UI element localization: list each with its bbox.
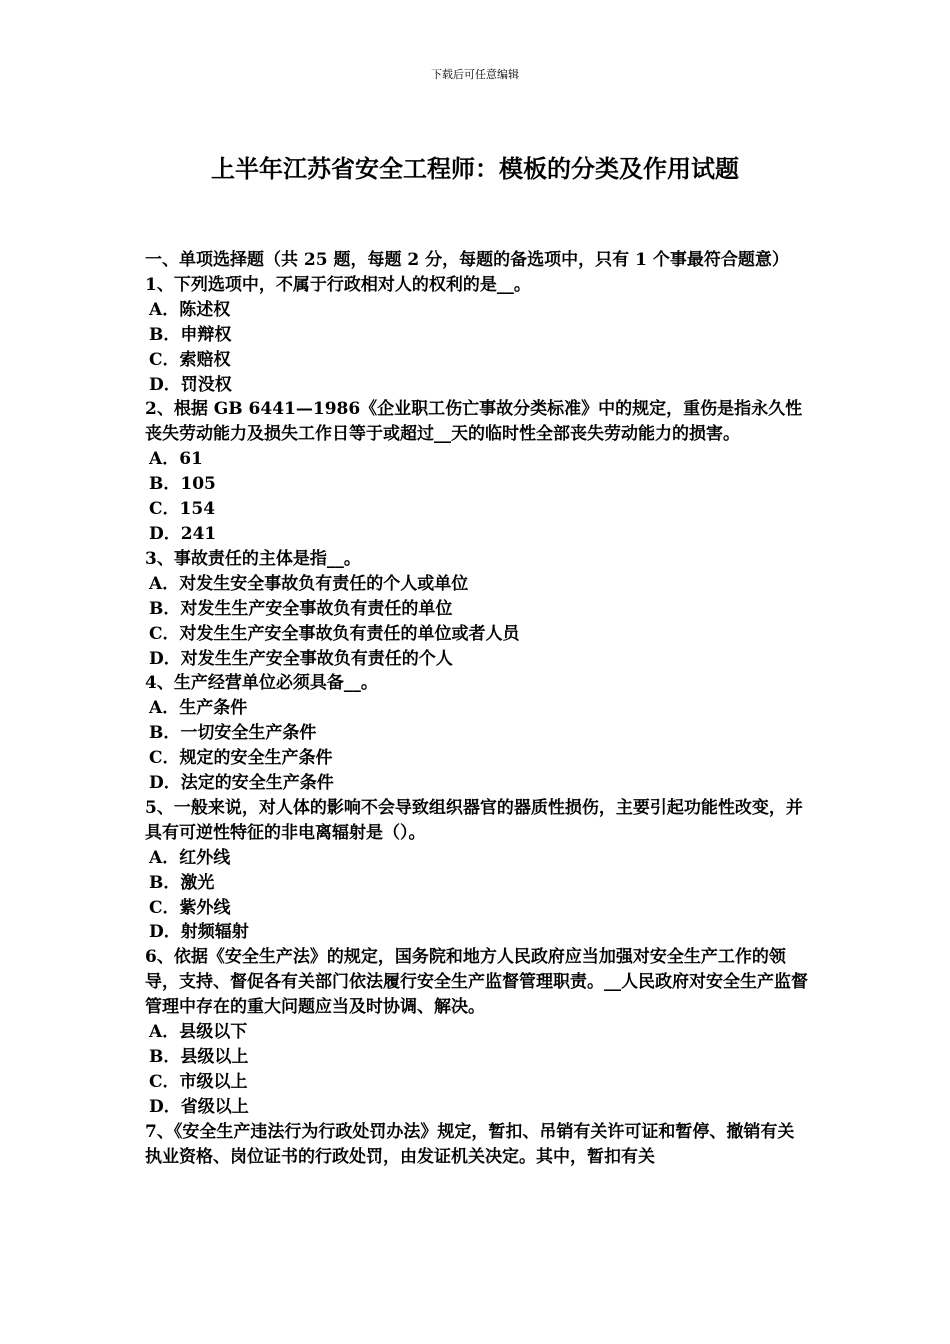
option-text: 对发生安全事故负有责任的个人或单位 xyxy=(179,573,469,594)
question-3 xyxy=(145,547,811,672)
option-text: 紫外线 xyxy=(179,897,231,918)
question-4 xyxy=(145,671,811,796)
option-b xyxy=(145,871,811,896)
option-text: 规定的安全生产条件 xyxy=(179,748,333,769)
question-2 xyxy=(145,397,811,546)
option-label: A． xyxy=(149,1022,180,1043)
option-a xyxy=(145,298,811,323)
option-label: A． xyxy=(149,847,180,868)
header-note: 下载后可任意编辑 xyxy=(431,68,519,81)
option-label: C． xyxy=(149,1071,180,1092)
question-stem: 4、生产经营单位必须具备__。 xyxy=(145,673,378,694)
question-stem: 3、事故责任的主体是指__。 xyxy=(145,548,361,569)
option-label: C． xyxy=(149,748,180,769)
question-stem: 2、根据 GB 6441—1986《企业职工伤亡事故分类标准》中的规定，重伤是指永久性丧失劳动能力及损失工作日等于或超过__天的临时性全部丧失劳动能力的损害。 xyxy=(145,399,803,445)
question-stem: 6、依据《安全生产法》的规定，国务院和地方人民政府应当加强对安全生产工作的领导，支持、督促各有关部门依法履行安全生产监督管理职责。__人民政府对安全生产监督管理中存在的重大问题应当及时协调、解决。 xyxy=(145,947,808,1018)
option-c xyxy=(145,622,811,647)
question-1 xyxy=(145,273,811,398)
option-d xyxy=(145,771,811,796)
option-label: B． xyxy=(149,723,181,744)
page-title: 上半年江苏省安全工程师：模板的分类及作用试题 xyxy=(211,154,739,183)
option-text: 一切安全生产条件 xyxy=(180,723,317,744)
option-label: B． xyxy=(149,598,181,619)
option-text: 对发生生产安全事故负有责任的个人 xyxy=(180,648,453,669)
option-c xyxy=(145,497,811,522)
option-text: 法定的安全生产条件 xyxy=(180,773,334,794)
option-label: B． xyxy=(149,324,181,345)
option-b xyxy=(145,472,811,497)
option-text: 市级以上 xyxy=(179,1071,248,1092)
option-text: 105 xyxy=(180,474,216,495)
option-text: 241 xyxy=(180,523,217,544)
option-text: 154 xyxy=(179,499,216,520)
option-c xyxy=(145,746,811,771)
option-text: 对发生生产安全事故负有责任的单位或者人员 xyxy=(179,623,520,644)
option-text: 索赔权 xyxy=(179,349,231,370)
option-label: C． xyxy=(149,897,180,918)
document-body xyxy=(145,248,811,1170)
option-label: D． xyxy=(149,1096,181,1117)
option-text: 陈述权 xyxy=(179,299,231,320)
option-text: 激光 xyxy=(180,872,215,893)
question-stem: 1、下列选项中，不属于行政相对人的权利的是__。 xyxy=(145,274,531,295)
option-b xyxy=(145,597,811,622)
option-c xyxy=(145,896,811,921)
option-a xyxy=(145,572,811,597)
option-label: B． xyxy=(149,872,181,893)
option-text: 对发生生产安全事故负有责任的单位 xyxy=(180,598,453,619)
option-label: B． xyxy=(149,1047,181,1067)
option-label: D． xyxy=(149,523,181,544)
option-b xyxy=(145,1045,811,1070)
option-label: C． xyxy=(149,349,180,370)
option-d xyxy=(145,522,811,547)
option-d xyxy=(145,1095,811,1120)
option-text: 61 xyxy=(179,449,203,470)
option-c xyxy=(145,348,811,373)
question-stem: 7、《安全生产违法行为行政处罚办法》规定，暂扣、吊销有关许可证和暂停、撤销有关执业资格、岗位证书的行政处罚，由发证机关决定。其中，暂扣有关 xyxy=(145,1121,795,1167)
question-6 xyxy=(145,945,811,1119)
option-a xyxy=(145,696,811,721)
option-d xyxy=(145,920,811,945)
option-label: A． xyxy=(149,449,180,470)
option-text: 罚没权 xyxy=(180,374,232,395)
option-text: 县级以下 xyxy=(179,1022,248,1043)
option-label: D． xyxy=(149,773,181,794)
option-text: 申辩权 xyxy=(180,324,232,345)
option-text: 生产条件 xyxy=(179,698,248,719)
option-a xyxy=(145,447,811,472)
question-5 xyxy=(145,796,811,945)
option-text: 省级以上 xyxy=(180,1096,249,1117)
option-label: A． xyxy=(149,698,180,719)
option-c xyxy=(145,1070,811,1095)
question-7 xyxy=(145,1120,811,1170)
option-label: B． xyxy=(149,474,181,495)
option-text: 县级以上 xyxy=(180,1047,249,1067)
option-b xyxy=(145,323,811,348)
option-b xyxy=(145,721,811,746)
option-text: 射频辐射 xyxy=(180,922,249,943)
option-d xyxy=(145,373,811,398)
option-d xyxy=(145,647,811,672)
question-stem: 5、一般来说，对人体的影响不会导致组织器官的器质性损伤，主要引起功能性改变，并具有可逆性特征的非电离辐射是（）。 xyxy=(145,797,803,843)
option-label: A． xyxy=(149,299,180,320)
option-label: A． xyxy=(149,573,180,594)
option-a xyxy=(145,846,811,871)
section-heading: 一、单项选择题（共 25 题，每题 2 分，每题的备选项中，只有 1 个事最符合题意） xyxy=(145,250,789,270)
option-label: D． xyxy=(149,922,181,943)
option-label: C． xyxy=(149,623,180,644)
option-label: D． xyxy=(149,374,181,395)
option-label: D． xyxy=(149,648,181,669)
option-a xyxy=(145,1020,811,1045)
option-label: C． xyxy=(149,499,180,520)
option-text: 红外线 xyxy=(179,847,231,868)
